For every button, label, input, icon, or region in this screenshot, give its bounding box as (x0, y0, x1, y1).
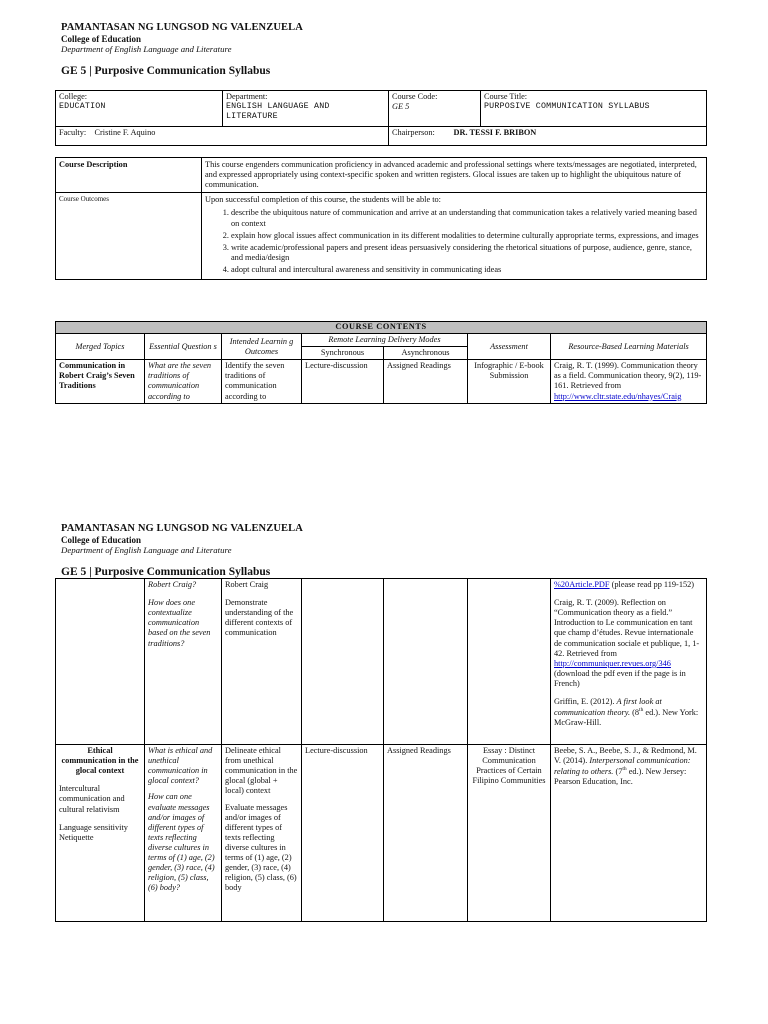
resource-title: Interpersonal communication: relating to others. (554, 756, 691, 776)
course-description-table (55, 157, 707, 280)
college-label: College: (59, 92, 88, 101)
resource-text: Craig, R. T. (1999). Communication theory as a field. Communication theory, 9(2), 119-161. Retrieved from (554, 361, 702, 391)
sync-cell (302, 579, 384, 745)
async-cell: Assigned Readings (384, 745, 468, 922)
topic-sub: Language sensitivity Netiquette (59, 822, 128, 842)
resource-text: ed.). New York: McGraw-Hill. (554, 707, 699, 728)
course-title-cell (481, 91, 707, 127)
outcome-text: Robert Craig (225, 580, 269, 589)
course-code-value: GE 5 (392, 102, 410, 112)
course-code-label: Course Code: (392, 92, 438, 101)
async-cell (384, 579, 468, 745)
async-cell: Assigned Readings (384, 360, 468, 404)
outcomes-label: Course Outcomes (56, 193, 202, 280)
resource-text: Beebe, S. A., Beebe, S. J., & Redmond, M. V. (2014). (554, 746, 697, 766)
question-cell (145, 579, 222, 745)
essential-questions-header: Essential Question s (145, 334, 222, 360)
remote-modes-header: Remote Learning Delivery Modes (302, 334, 468, 347)
college-cell (56, 91, 223, 127)
outcomes-list (205, 208, 703, 275)
resource-text: Craig, R. T. (2009). Reflection on “Communication theory as a field.” Introduction to Le communication en tant que champ d’études. Revue internationale de communication sociale et publique, 1, 1-42. Retrieved from (554, 598, 700, 658)
assessment-cell (468, 579, 551, 745)
resources-header: Resource-Based Learning Materials (551, 334, 707, 360)
resource-cell (551, 579, 707, 745)
university-name: PAMANTASAN NG LUNGSOD NG VALENZUELA (61, 523, 303, 534)
resource-text: (download the pdf even if the page is in French) (554, 668, 686, 688)
topic-title: Ethical communication in the glocal context (61, 746, 139, 776)
chairperson-cell (389, 127, 707, 146)
resource-text: (8 (632, 707, 640, 717)
document-title: GE 5 | Purposive Communication Syllabus (61, 65, 271, 77)
question-text: What is ethical and unethical communication in glocal context? (148, 746, 213, 786)
question-text: How does one contextualize communication based on the seven traditions? (148, 598, 211, 648)
outcome-text: Evaluate messages and/or images of different types of texts reflecting diverse cultures in terms of (1) age, (2) gender, (3) race, (4) religion, (5) class, (6) body (225, 802, 297, 893)
chairperson-value: DR. TESSI F. BRIBON (453, 128, 537, 137)
question-text: Robert Craig? (148, 580, 197, 589)
college-name: College of Education (61, 34, 141, 44)
description-text: This course engenders communication proficiency in advanced academic and professional settings where texts/messages are negotiated, interpreted, and expressed appropriately using context-specific spoken and written registers. Glocal issues are taken up to highlight the ubiquitous nature of communication. (202, 158, 707, 193)
department-value: ENGLISH LANGUAGE AND LITERATURE (226, 102, 330, 122)
merged-topics-header: Merged Topics (56, 334, 145, 360)
outcome-item: 2. explain how glocal issues affect communication in its different modalities to determine culturally appropriate terms, expressions, and images (231, 231, 703, 241)
department-name: Department of English Language and Literature (61, 545, 232, 555)
course-info-table (55, 90, 707, 146)
outcome-text: Delineate ethical from unethical communication in the glocal (global + local) context (225, 746, 298, 796)
topic-cell (56, 745, 145, 922)
synchronous-header: Synchronous (302, 347, 384, 360)
course-contents-table (55, 321, 707, 404)
resource-title: A first look at communication theory. (554, 697, 662, 717)
college-name: College of Education (61, 535, 141, 545)
resource-text: Griffin, E. (2012). (554, 697, 615, 707)
outcome-item: 4. adopt cultural and intercultural awareness and sensitivity in communicating ideas (231, 265, 703, 275)
question-cell: What are the seven traditions of communication according to (145, 360, 222, 404)
asynchronous-header: Asynchronous (384, 347, 468, 360)
outcome-item: 1. describe the ubiquitous nature of communication and arrive at an understanding that communication takes a relatively varied meaning based on context (231, 208, 703, 228)
resource-link[interactable]: http://www.cltr.state.edu/nhayes/Craig (554, 391, 682, 401)
course-title-value: PURPOSIVE COMMUNICATION SYLLABUS (484, 102, 650, 112)
outcomes-intro: Upon successful completion of this course, the students will be able to: (205, 195, 441, 205)
sync-cell: Lecture-discussion (302, 745, 384, 922)
assessment-cell: Infographic / E-book Submission (468, 360, 551, 404)
question-text: How can one evaluate messages and/or images of different types of texts reflecting diverse cultures in terms of (1) age, (2) gender, (3) race, (4) religion, (5) class, (6) body? (148, 792, 215, 893)
topic-cell (56, 579, 145, 745)
outcome-cell (222, 745, 302, 922)
document-title: GE 5 | Purposive Communication Syllabus (61, 566, 271, 578)
department-name: Department of English Language and Literature (61, 44, 232, 54)
resource-cell (551, 745, 707, 922)
resource-text: ed.). New Jersey: Pearson Education, Inc. (554, 766, 687, 787)
department-cell (223, 91, 389, 127)
resource-link[interactable]: %20Article.PDF (554, 580, 610, 589)
edition-superscript: th (639, 707, 644, 714)
course-title-label: Course Title: (484, 92, 528, 101)
topic-cell: Communication in Robert Craig’s Seven Traditions (56, 360, 145, 404)
topic-sub: Intercultural communication and cultural relativism (59, 784, 125, 814)
syllabus-page-2 (0, 520, 768, 1024)
faculty-value: Cristine F. Aquino (94, 128, 156, 137)
outcome-text: Demonstrate understanding of the different contexts of communication (225, 598, 294, 638)
outcomes-cell (202, 193, 707, 280)
outcome-item: 3. write academic/professional papers and present ideas persuasively considering the rhetorical situations of purpose, audience, genre, stance, and media/design (231, 243, 703, 263)
intended-outcomes-header: Intended Learnin g Outcomes (222, 334, 302, 360)
course-contents-continued-table (55, 578, 707, 922)
faculty-label: Faculty: (59, 128, 87, 137)
assessment-cell: Essay : Distinct Communication Practices of Certain Filipino Communities (468, 745, 551, 922)
resource-text: (please read pp 119-152) (611, 580, 695, 589)
outcome-cell: Identify the seven traditions of communication according to (222, 360, 302, 404)
syllabus-page-1 (0, 0, 768, 500)
edition-superscript: th (622, 766, 627, 773)
sync-cell: Lecture-discussion (302, 360, 384, 404)
assessment-header: Assessment (468, 334, 551, 360)
question-cell (145, 745, 222, 922)
chairperson-label: Chairperson: (392, 128, 435, 137)
faculty-cell (56, 127, 389, 146)
resource-cell (551, 360, 707, 404)
resource-link[interactable]: http://communiquer.revues.org/346 (554, 658, 671, 668)
course-contents-band: COURSE CONTENTS (56, 322, 707, 334)
resource-text: (7 (615, 766, 623, 776)
department-label: Department: (226, 92, 268, 101)
outcome-cell (222, 579, 302, 745)
university-name: PAMANTASAN NG LUNGSOD NG VALENZUELA (61, 22, 303, 33)
college-value: EDUCATION (59, 102, 106, 112)
course-code-cell (389, 91, 481, 127)
description-label: Course Description (56, 158, 202, 193)
